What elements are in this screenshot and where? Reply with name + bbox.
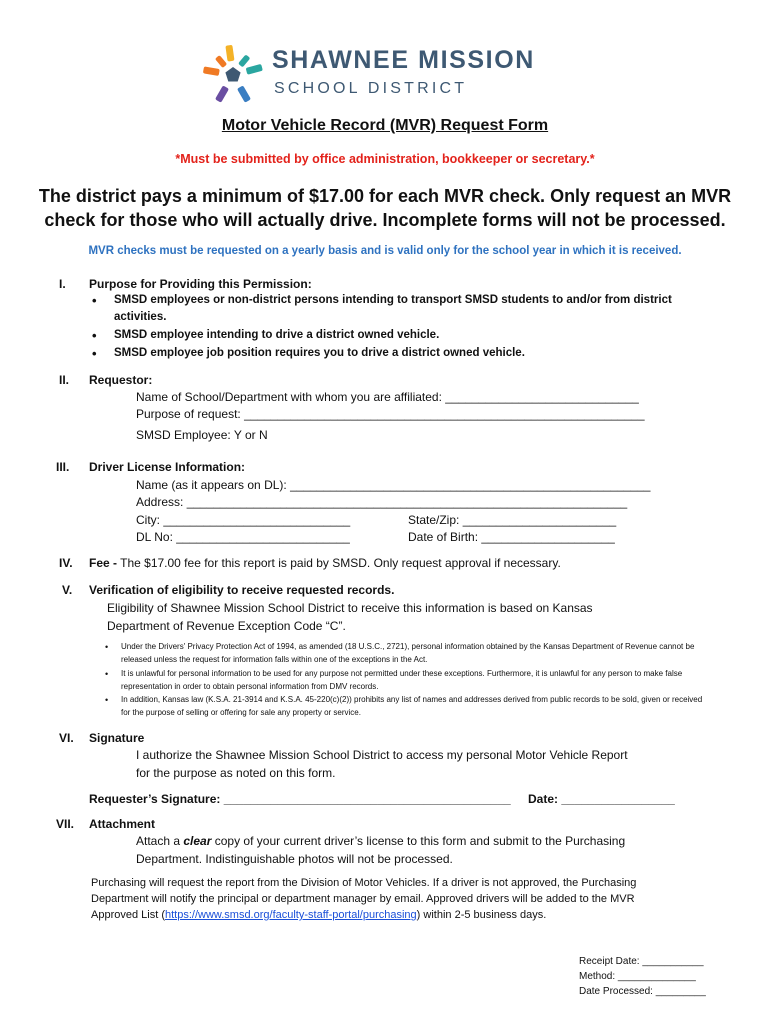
section-heading: Attachment <box>89 817 156 831</box>
district-logo <box>200 42 560 104</box>
legal-bullet: • Under the Drivers' Privacy Protection Act of 1994, as amended (18 U.S.C., 2721), personal information obtained by the Kansas Department of Revenue cannot be released unless the request for information falls within one of the exceptions in the Act. <box>121 641 706 666</box>
org-name-line2: SCHOOL DISTRICT <box>274 80 468 97</box>
section-number: VII. <box>56 817 75 831</box>
attachment-text: copy of your current driver’s license to this form and submit to the Purchasing <box>211 834 626 848</box>
legal-bullet: • It is unlawful for personal information to be used for any purpose not permitted under these exceptions. Furthermore, it is unlawful for any person to make false representation in order to obtain personal information from DMV records. <box>121 668 706 693</box>
section-heading: Fee - <box>89 556 118 570</box>
state-zip-field[interactable]: State/Zip: _______________________ <box>408 513 617 527</box>
purpose-bullet: • SMSD employees or non-district persons intending to transport SMSD students to and/or from district activities. <box>114 292 714 326</box>
purchasing-text: Approved List ( <box>91 909 165 921</box>
eligibility-line: Department of Revenue Exception Code “C”. <box>107 619 346 633</box>
dl-name-field[interactable]: Name (as it appears on DL): ______________________________________________________ <box>136 478 651 492</box>
smsd-employee-field[interactable]: SMSD Employee: Y or N <box>136 428 268 442</box>
dl-number-field[interactable]: DL No: __________________________ <box>136 530 350 544</box>
authorization-line: I authorize the Shawnee Mission School District to access my personal Motor Vehicle Report <box>136 748 628 762</box>
attachment-emphasis: clear <box>183 834 212 848</box>
method-field[interactable]: Method: ______________ <box>579 971 696 982</box>
attachment-line <box>136 832 625 850</box>
fee-text: The $17.00 fee for this report is paid by SMSD. Only request approval if necessary. <box>117 556 561 570</box>
district-logo-mark-icon <box>200 42 266 104</box>
section-heading: Driver License Information: <box>89 460 246 474</box>
section-heading: Verification of eligibility to receive requested records. <box>89 583 395 597</box>
school-department-field[interactable]: Name of School/Department with whom you are affiliated: _____________________________ <box>136 390 639 404</box>
attachment-text: Attach a <box>136 834 184 848</box>
address-field[interactable]: Address: __________________________________________________________________ <box>136 495 628 509</box>
section-number: IV. <box>59 556 73 570</box>
section-heading: Signature <box>89 731 145 745</box>
purpose-bullet: • SMSD employee job position requires you to drive a district owned vehicle. <box>114 345 714 362</box>
purchasing-line: Department will notify the principal or department manager by email. Approved drivers will be added to the MVR <box>91 893 635 905</box>
legal-bullet: • In addition, Kansas law (K.S.A. 21-3914 and K.S.A. 45-220(c)(2)) prohibits any list of names and addresses derived from public records to be sold, given or received for the purpose of selling or offering for sale any property or service. <box>121 694 706 719</box>
purpose-of-request-field[interactable]: Purpose of request: ____________________________________________________________ <box>136 407 645 421</box>
purchasing-line: Purchasing will request the report from the Division of Motor Vehicles. If a driver is not approved, the Purchasing <box>91 877 637 889</box>
section-heading: Requestor: <box>89 373 153 387</box>
date-processed-field[interactable]: Date Processed: _________ <box>579 986 706 997</box>
submission-warning: *Must be submitted by office administration, bookkeeper or secretary.* <box>175 152 595 166</box>
date-of-birth-field[interactable]: Date of Birth: ____________________ <box>408 530 615 544</box>
fee-headline: The district pays a minimum of $17.00 for each MVR check. Only request an MVR check for those who will actually drive. Incomplete forms will not be processed. <box>38 186 732 230</box>
receipt-date-field[interactable]: Receipt Date: ___________ <box>579 956 704 967</box>
purchasing-portal-link[interactable]: https://www.smsd.org/faculty-staff-portal/purchasing <box>164 909 417 921</box>
authorization-line: for the purpose as noted on this form. <box>136 766 336 780</box>
org-name-line1: SHAWNEE MISSION <box>272 46 535 74</box>
form-title: Motor Vehicle Record (MVR) Request Form <box>221 117 549 134</box>
section-number: II. <box>59 373 70 387</box>
section-number: V. <box>62 583 73 597</box>
purchasing-line <box>91 906 546 924</box>
fee-statement <box>89 554 561 572</box>
section-number: III. <box>56 460 70 474</box>
yearly-note: MVR checks must be requested on a yearly basis and is valid only for the school year in which it is received. <box>88 245 682 257</box>
city-field[interactable]: City: ____________________________ <box>136 513 351 527</box>
signature-date-field[interactable]: Date: _________________ <box>528 792 675 806</box>
purchasing-text: ) within 2-5 business days. <box>416 909 547 921</box>
section-heading: Purpose for Providing this Permission: <box>89 277 312 291</box>
signature-field[interactable]: Requester’s Signature: ___________________________________________ <box>89 792 511 806</box>
purpose-bullet: • SMSD employee intending to drive a district owned vehicle. <box>114 327 714 344</box>
eligibility-line: Eligibility of Shawnee Mission School District to receive this information is based on Kansas <box>107 601 593 615</box>
section-number: I. <box>59 277 66 291</box>
attachment-line: Department. Indistinguishable photos will not be processed. <box>136 852 453 866</box>
section-number: VI. <box>59 731 74 745</box>
